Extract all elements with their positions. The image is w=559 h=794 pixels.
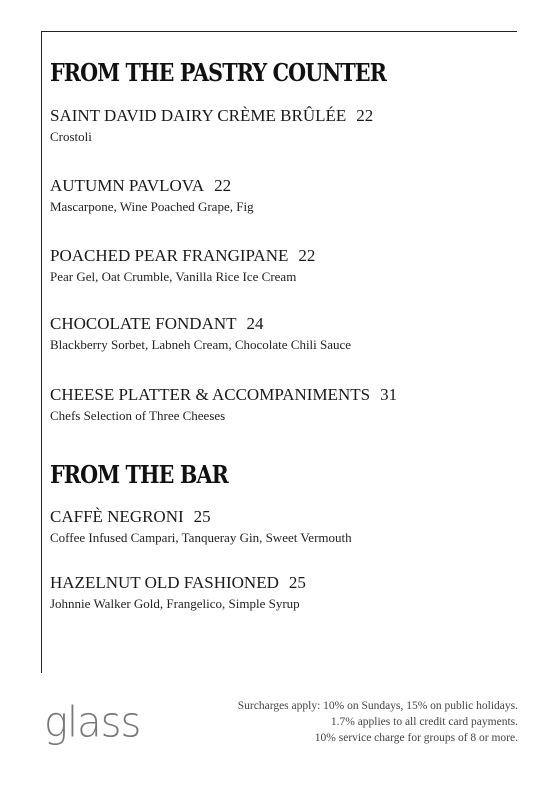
item-name: CAFFÈ NEGRONI: [50, 507, 184, 526]
item-price: 31: [380, 385, 398, 404]
item-description: Chefs Selection of Three Cheeses: [50, 408, 226, 423]
surcharge-note: Surcharges apply: 10% on Sundays, 15% on public holidays.: [237, 700, 518, 712]
item-name: CHOCOLATE FONDANT: [50, 314, 237, 333]
section-title-bar: FROM THE BAR: [50, 460, 228, 489]
item-description: Johnnie Walker Gold, Frangelico, Simple Syrup: [50, 596, 300, 611]
section-title-pastry: FROM THE PASTRY COUNTER: [50, 58, 387, 87]
item-price: 24: [246, 314, 264, 333]
item-name: POACHED PEAR FRANGIPANE: [50, 246, 289, 265]
border-top-line: [41, 31, 517, 32]
menu-item-caffe-negroni: [50, 507, 352, 546]
item-name: AUTUMN PAVLOVA: [50, 176, 205, 195]
item-description: Coffee Infused Campari, Tanqueray Gin, Sweet Vermouth: [50, 530, 352, 545]
surcharge-notes: [238, 698, 518, 746]
menu-item-autumn-pavlova: [50, 176, 254, 215]
item-price: 22: [356, 106, 374, 125]
menu-item-chocolate-fondant: [50, 314, 351, 353]
item-price: 22: [214, 176, 232, 195]
menu-item-poached-pear: [50, 246, 315, 285]
item-price: 25: [288, 573, 306, 592]
menu-item-hazelnut-old-fashioned: [50, 573, 306, 612]
menu-item-cheese-platter: [50, 385, 397, 424]
item-name: CHEESE PLATTER & ACCOMPANIMENTS: [50, 385, 371, 404]
menu-item-creme-brulee: [50, 106, 373, 145]
item-description: Mascarpone, Wine Poached Grape, Fig: [50, 199, 254, 214]
surcharge-note: 10% service charge for groups of 8 or more.: [314, 732, 518, 744]
item-price: 25: [193, 507, 211, 526]
brand-logo: glass: [44, 698, 141, 748]
item-description: Blackberry Sorbet, Labneh Cream, Chocolate Chili Sauce: [50, 337, 352, 352]
item-description: Pear Gel, Oat Crumble, Vanilla Rice Ice Cream: [50, 269, 297, 284]
item-description: Crostoli: [50, 129, 92, 144]
border-left-line: [41, 31, 42, 673]
surcharge-note: 1.7% applies to all credit card payments.: [330, 716, 518, 728]
item-price: 22: [298, 246, 316, 265]
item-name: SAINT DAVID DAIRY CRÈME BRÛLÉE: [50, 106, 347, 125]
item-name: HAZELNUT OLD FASHIONED: [50, 573, 279, 592]
